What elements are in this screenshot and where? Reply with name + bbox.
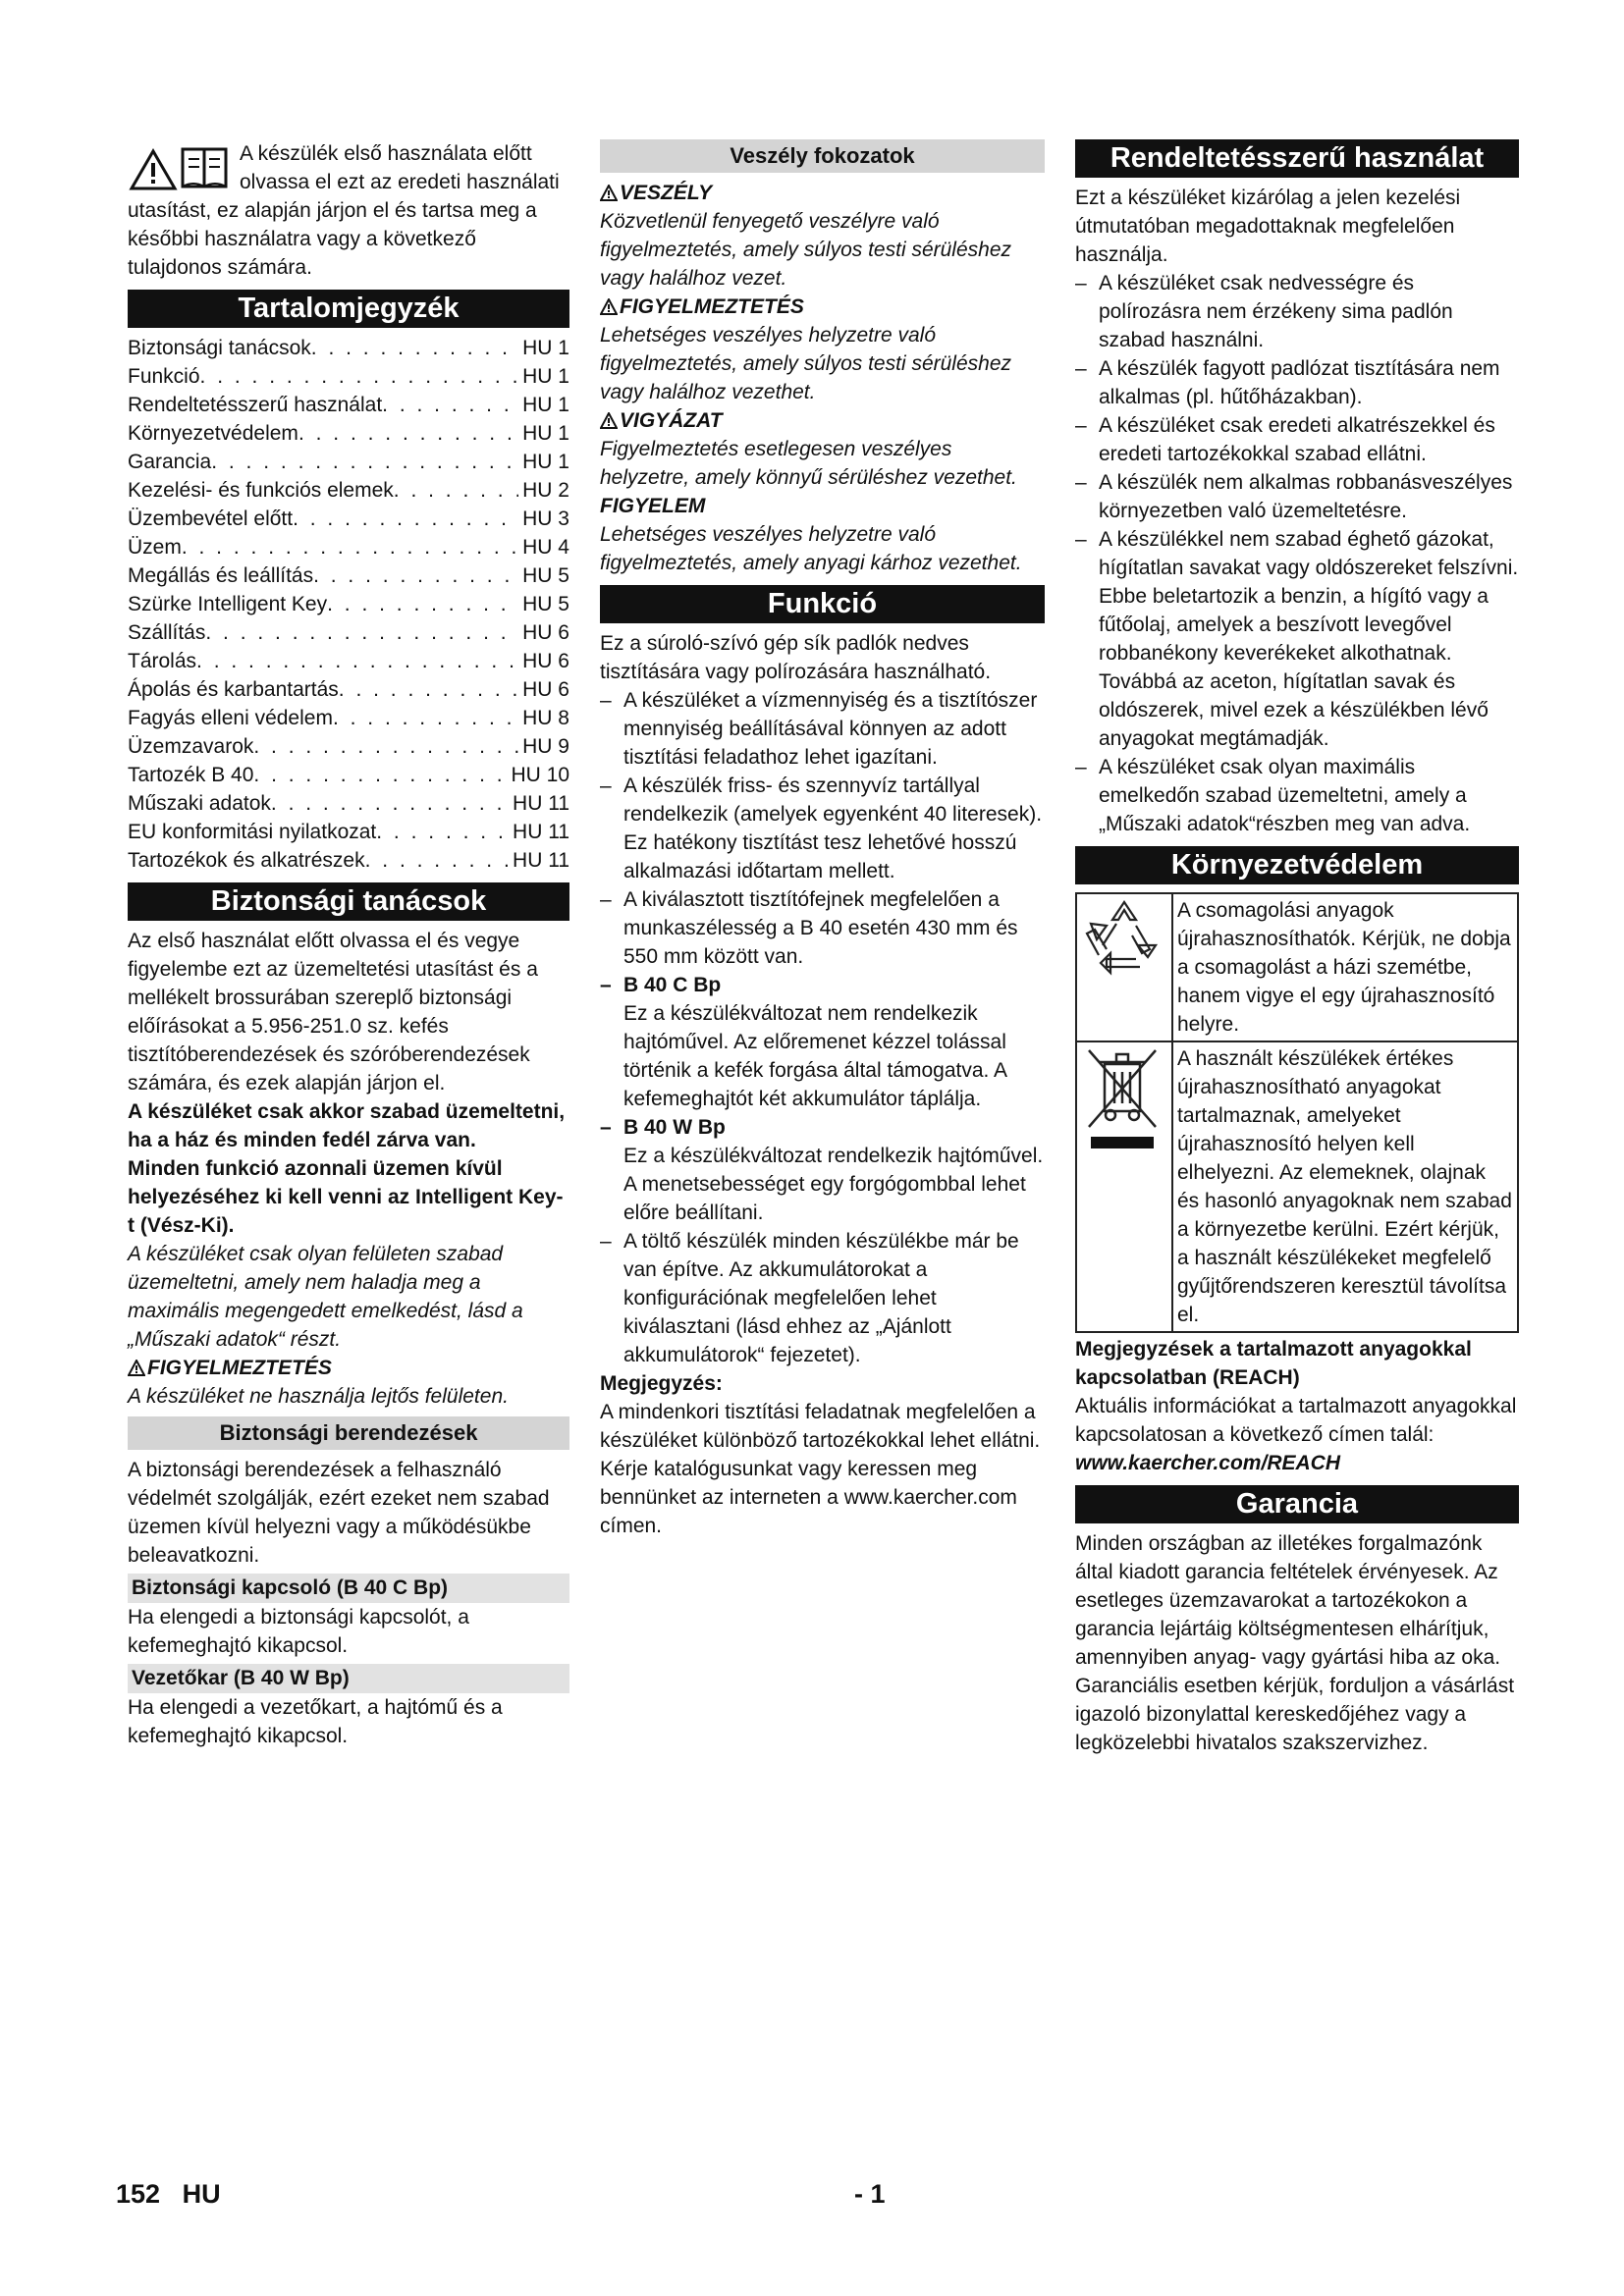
env-row-bin: [1077, 1042, 1517, 1331]
note-label: Megjegyzés:: [600, 1372, 723, 1395]
toc-page: HU 1: [522, 337, 569, 359]
caution-label: [600, 406, 1045, 435]
toc-page: HU 9: [522, 735, 569, 758]
function-item-text: A készüléket a vízmennyiség és a tisztítószer mennyiség beállításával könnyen az adott tisztítási feladathoz lehet igazítani.: [623, 689, 1038, 769]
toc-row[interactable]: [128, 789, 569, 818]
page-center-number: - 1: [854, 2179, 886, 2209]
toc-leader-dots: [327, 590, 518, 618]
b40w-label: B 40 W Bp: [623, 1116, 726, 1139]
function-item: – A készülék friss- és szennyvíz tartállyal rendelkezik (amelyek egyenként 40 literesek). Ez hatékony tisztítást tesz lehetővé hosszú alkalmazási időtartam mellett.: [600, 774, 1043, 882]
note-text-2: Kérje katalógusunkat vagy keressen meg bennünket az interneten a www.kaercher.com címen.: [600, 1458, 1017, 1537]
column-3: [1075, 139, 1519, 1757]
switch-paragraph: Ha elengedi a biztonsági kapcsolót, a kefemeghajtó kikapcsol.: [128, 1606, 469, 1657]
env-icon-cell: [1077, 894, 1173, 1041]
env-recycle-text: A csomagolási anyagok újrahasznosíthatók. Kérjük, ne dobja a csomagolást a házi szemétbe, hanem vigye el egy újrahasznosító helyre.: [1177, 899, 1511, 1036]
safety-italic: A készüléket csak olyan felületen szabad üzemeltetni, amely nem haladja meg a maximális megengedett emelkedést, lásd a „Műszaki adatok“ részt.: [128, 1243, 523, 1351]
toc-page: HU 1: [522, 365, 569, 388]
crossed-bin-icon: [1077, 1042, 1167, 1239]
use-item-text: A készüléket csak nedvességre és polírozásra nem érzékeny sima padlón szabad használni.: [1099, 272, 1453, 351]
toc-leader-dots: [339, 675, 518, 704]
toc-row[interactable]: [128, 590, 569, 618]
use-item: – A készüléket csak olyan maximális emelkedőn szabad üzemeltetni, amely a „Műszaki adatok“részben meg van adva.: [1075, 756, 1471, 835]
toc-leader-dots: [394, 476, 518, 505]
safety-bold-2: Minden funkció azonnali üzemen kívül helyezéséhez ki kell venni az Intelligent Key-t (Vész-Ki).: [128, 1157, 564, 1237]
use-item-text: A készülékkel nem szabad éghető gázokat, hígítatlan savakat vagy oldószereket felszívni.: [1099, 528, 1519, 579]
toc-row[interactable]: [128, 732, 569, 761]
toc-page: HU 11: [513, 792, 569, 815]
toc-page: HU 1: [522, 422, 569, 445]
toc-row[interactable]: [128, 533, 569, 561]
toc-row[interactable]: [128, 334, 569, 362]
toc-title: Kezelési- és funkciós elemek: [128, 479, 394, 502]
toc-title: Műszaki adatok: [128, 792, 271, 815]
safety-bold-1: A készüléket csak akkor szabad üzemeltetni, ha a ház és minden fedél zárva van.: [128, 1100, 566, 1151]
use-item: – A készüléket csak eredeti alkatrészekkel és eredeti tartozékokkal szabad ellátni.: [1075, 414, 1495, 465]
toc-title: Megállás és leállítás: [128, 564, 314, 587]
toc-row[interactable]: [128, 647, 569, 675]
toc-title: Szállítás: [128, 621, 206, 644]
attention-label: FIGYELEM: [600, 495, 706, 517]
toc-title: Biztonsági tanácsok: [128, 337, 311, 359]
toc-row[interactable]: [128, 818, 569, 846]
caution-text: Figyelmeztetés esetlegesen veszélyes helyzetre, amely könnyű sérüléshez vezethet.: [600, 438, 1017, 489]
use-item-text: A készülék fagyott padlózat tisztítására nem alkalmas (pl. hűtőházakban).: [1099, 357, 1500, 408]
env-icon-cell: [1077, 1042, 1173, 1331]
warning-label-text: FIGYELMEZTETÉS: [620, 295, 804, 318]
toc-row[interactable]: [128, 476, 569, 505]
toc-title: EU konformitási nyilatkozat: [128, 821, 377, 843]
warning-label: [600, 293, 1045, 321]
toc-leader-dots: [196, 647, 518, 675]
function-intro: Ez a súroló-szívó gép sík padlók nedves tisztítására vagy polírozására használható.: [600, 632, 992, 683]
use-extra: Ebbe beletartozik a benzin, a hígító vagy a fűtőolaj, amelyek a beszívott levegővel robbanékony keverékeket alkothatnak. Továbbá az aceton, hígítatlan savak és oldószerek, mivel ezek a készülékben lévő anyagokat megtámadják.: [1099, 585, 1489, 750]
warning-triangle-icon: [128, 1360, 145, 1376]
toc-row[interactable]: [128, 505, 569, 533]
toc-row[interactable]: [128, 618, 569, 647]
toc-title: Üzembevétel előtt: [128, 507, 294, 530]
function-item-text: A készülék friss- és szennyvíz tartállyal rendelkezik (amelyek egyenként 40 literesek). Ez hatékony tisztítást tesz lehetővé hosszú alkalmazási időtartam mellett.: [623, 774, 1043, 882]
toc-title: Környezetvédelem: [128, 422, 298, 445]
toc-page: HU 4: [522, 536, 569, 559]
toc-row[interactable]: [128, 561, 569, 590]
toc-page: HU 6: [522, 678, 569, 701]
bow-heading: Vezetőkar (B 40 W Bp): [128, 1664, 569, 1693]
safety-warning-text: A készüléket ne használja lejtős felületen.: [128, 1385, 509, 1408]
safety-paragraph: Az első használat előtt olvassa el és vegye figyelembe ezt az üzemeltetési utasítást és a mellékelt brossurában szereplő biztonsági előírásokat a 5.956-251.0 sz. kefés tisztítóberendezések és szóróberendezések számára, és ezek alapján járjon el.: [128, 930, 538, 1095]
toc-title: Üzem: [128, 536, 182, 559]
toc-title: Funkció: [128, 365, 200, 388]
toc-row[interactable]: [128, 675, 569, 704]
env-bin-text: A használt készülékek értékes újrahasznosítható anyagokat tartalmaznak, amelyeket újrahasznosító helyen kell elhelyezni. Az elemeknek, olajnak és hasonló anyagoknak nem szabad a környezetbe kerülni. Ezért kérjük, a használt készülékeket megfelelő gyűjtőrendszeren keresztül távolítsa el.: [1177, 1047, 1512, 1326]
b40c-label: B 40 C Bp: [623, 974, 722, 996]
function-item-text: A kiválasztott tisztítófejnek megfelelően a munkaszélesség a B 40 esetén 430 mm és 550 mm között van.: [623, 888, 1018, 968]
b40w-item: – B 40 W Bp: [600, 1116, 726, 1139]
toc-leader-dots: [382, 391, 518, 419]
warranty-heading: Garancia: [1075, 1485, 1519, 1523]
use-intro: Ezt a készüléket kizárólag a jelen kezelési útmutatóban megadottaknak megfelelően használja.: [1075, 187, 1461, 266]
safety-warning-label-text: FIGYELMEZTETÉS: [147, 1357, 332, 1379]
recycle-icon: [1077, 894, 1167, 1032]
toc-page: HU 6: [522, 621, 569, 644]
toc-row[interactable]: [128, 448, 569, 476]
use-item-text: A készülék nem alkalmas robbanásveszélyes környezetben való üzemeltetésre.: [1099, 471, 1513, 522]
use-item-text: A készüléket csak olyan maximális emelkedőn szabad üzemeltetni, amely a „Műszaki adatok“részben meg van adva.: [1099, 756, 1471, 835]
use-item: – A készülék nem alkalmas robbanásveszélyes környezetben való üzemeltetésre.: [1075, 471, 1513, 522]
toc-leader-dots: [365, 846, 509, 875]
toc-row[interactable]: [128, 419, 569, 448]
warning-triangle-icon: [600, 412, 618, 429]
b40c-item: – B 40 C Bp: [600, 974, 722, 996]
toc-row[interactable]: [128, 362, 569, 391]
page-language: HU: [182, 2179, 221, 2209]
toc-row[interactable]: [128, 761, 569, 789]
toc-leader-dots: [311, 334, 518, 362]
intro-icons: [128, 139, 234, 196]
use-item: – A készüléket csak nedvességre és polírozásra nem érzékeny sima padlón szabad használni.: [1075, 272, 1453, 351]
warranty-text: Minden országban az illetékes forgalmazónk által kiadott garancia feltételek érvényesek. Az esetleges üzemzavarokat a tartozékokon a garancia lejártáig költségmentesen elhárítjuk, amennyiben anyag- vagy gyártási hiba az oka. Garanciális esetben kérjük, forduljon a vásárlást igazoló bizonylattal kereskedőjéhez vagy a legközelebbi hivatalos szakszervizhez.: [1075, 1532, 1515, 1754]
function-heading: Funkció: [600, 585, 1045, 623]
toc-leader-dots: [200, 362, 519, 391]
column-1: [128, 139, 569, 1750]
toc-title: Tartozékok és alkatrészek: [128, 849, 365, 872]
toc-title: Tartozék B 40: [128, 764, 254, 786]
use-item-text: A készüléket csak eredeti alkatrészekkel és eredeti tartozékokkal szabad ellátni.: [1099, 414, 1495, 465]
b40w-text: Ez a készülékváltozat rendelkezik hajtóművel. A menetsebességet egy forgógombbal lehet előre beállítani.: [623, 1145, 1044, 1224]
intro-block: [128, 139, 569, 282]
safety-warning-label: [128, 1354, 569, 1382]
toc-page: HU 5: [522, 593, 569, 615]
env-heading: Környezetvédelem: [1075, 846, 1519, 884]
reach-url[interactable]: www.kaercher.com/REACH: [1075, 1452, 1340, 1474]
toc-row[interactable]: [128, 391, 569, 419]
toc-heading: Tartalomjegyzék: [128, 290, 569, 328]
page-number-value: 152: [116, 2179, 161, 2209]
toc-page: HU 2: [522, 479, 569, 502]
toc-row[interactable]: [128, 846, 569, 875]
safety-heading: Biztonsági tanácsok: [128, 882, 569, 921]
toc-leader-dots: [333, 704, 518, 732]
attention-text: Lehetséges veszélyes helyzetre való figyelmeztetés, amely anyagi kárhoz vezethet.: [600, 523, 1022, 574]
warning-triangle-icon: [600, 185, 618, 201]
table-of-contents: [128, 334, 569, 875]
toc-leader-dots: [298, 419, 518, 448]
toc-leader-dots: [253, 761, 507, 789]
charger-item: – A töltő készülék minden készülékbe már be van építve. Az akkumulátorokat a konfigurációnak megfelelően lehet kiválasztani (lásd ehhez az „Ajánlott akkumulátorok“ fejezetet).: [600, 1230, 1019, 1366]
toc-page: HU 5: [522, 564, 569, 587]
danger-text: Közvetlenül fenyegető veszélyre való figyelmeztetés, amely súlyos testi sérüléshez vagy halálhoz vezet.: [600, 210, 1012, 290]
toc-leader-dots: [313, 561, 518, 590]
intro-text: A készülék első használata előtt olvassa el ezt az eredeti használati utasítást, ez alapján járjon el és tartsa meg a későbbi használatra vagy a következő tulajdonos számára.: [128, 142, 560, 279]
use-item: – A készülékkel nem szabad éghető gázokat, hígítatlan savakat vagy oldószereket felszívni.: [1075, 528, 1519, 579]
env-row-recycle: [1077, 894, 1517, 1042]
levels-heading: Veszély fokozatok: [600, 139, 1045, 173]
b40c-text: Ez a készülékváltozat nem rendelkezik hajtóművel. Az előremenet kézzel tolással történik a kefék forgása által támogatva. A kefemeghajtót két akkumulátor táplálja.: [623, 1002, 1006, 1110]
toc-page: HU 11: [513, 849, 569, 872]
toc-title: Garancia: [128, 451, 212, 473]
function-item: – A kiválasztott tisztítófejnek megfelelően a munkaszélesség a B 40 esetén 430 mm és 550 mm között van.: [600, 888, 1018, 968]
use-item: – A készülék fagyott padlózat tisztítására nem alkalmas (pl. hűtőházakban).: [1075, 357, 1500, 408]
reach-heading: Megjegyzések a tartalmazott anyagokkal kapcsolatban (REACH): [1075, 1338, 1472, 1389]
toc-page: HU 6: [522, 650, 569, 672]
toc-title: Fagyás elleni védelem: [128, 707, 333, 729]
toc-page: HU 1: [522, 451, 569, 473]
toc-leader-dots: [211, 448, 518, 476]
note-text-1: A mindenkori tisztítási feladatnak megfelelően a készüléket különböző tartozékokkal lehet ellátni.: [600, 1401, 1041, 1452]
warning-manual-icon: [128, 139, 234, 194]
toc-leader-dots: [376, 818, 509, 846]
danger-label-text: VESZÉLY: [620, 182, 713, 204]
switch-heading: Biztonsági kapcsoló (B 40 C Bp): [128, 1574, 569, 1603]
warning-triangle-icon: [600, 298, 618, 315]
toc-title: Ápolás és karbantartás: [128, 678, 339, 701]
toc-leader-dots: [205, 618, 518, 647]
warning-text: Lehetséges veszélyes helyzetre való figyelmeztetés, amely súlyos testi sérüléshez vagy halálhoz vezethet.: [600, 324, 1012, 403]
bow-paragraph: Ha elengedi a vezetőkart, a hajtómű és a kefemeghajtó kikapcsol.: [128, 1696, 503, 1747]
danger-label: [600, 179, 1045, 207]
toc-title: Üzemzavarok: [128, 735, 254, 758]
toc-title: Tárolás: [128, 650, 197, 672]
env-table: [1075, 892, 1519, 1333]
toc-leader-dots: [293, 505, 518, 533]
devices-heading: Biztonsági berendezések: [128, 1416, 569, 1450]
toc-leader-dots: [271, 789, 509, 818]
page-number: [116, 2179, 221, 2210]
toc-title: Rendeltetésszerű használat: [128, 394, 383, 416]
reach-text: Aktuális információkat a tartalmazott anyagokkal kapcsolatosan a következő címen talál:: [1075, 1395, 1517, 1446]
toc-page: HU 11: [513, 821, 569, 843]
devices-paragraph: A biztonsági berendezések a felhasználó védelmét szolgálják, ezért ezeket nem szabad üzemen kívül helyezni vagy a működésükbe beleavatkozni.: [128, 1459, 550, 1567]
column-2: [600, 139, 1045, 1540]
function-item: – A készüléket a vízmennyiség és a tisztítószer mennyiség beállításával könnyen az adott tisztítási feladathoz lehet igazítani.: [600, 689, 1038, 769]
toc-page: HU 10: [511, 764, 569, 786]
charger-item-text: A töltő készülék minden készülékbe már be van építve. Az akkumulátorokat a konfigurációnak megfelelően lehet kiválasztani (lásd ehhez az „Ajánlott akkumulátorok“ fejezetet).: [623, 1230, 1019, 1366]
caution-label-text: VIGYÁZAT: [620, 409, 723, 432]
toc-leader-dots: [253, 732, 518, 761]
toc-leader-dots: [182, 533, 518, 561]
toc-title: Szürke Intelligent Key: [128, 593, 328, 615]
toc-page: HU 8: [522, 707, 569, 729]
toc-page: HU 3: [522, 507, 569, 530]
toc-page: HU 1: [522, 394, 569, 416]
toc-row[interactable]: [128, 704, 569, 732]
use-heading: Rendeltetésszerű használat: [1075, 139, 1519, 178]
